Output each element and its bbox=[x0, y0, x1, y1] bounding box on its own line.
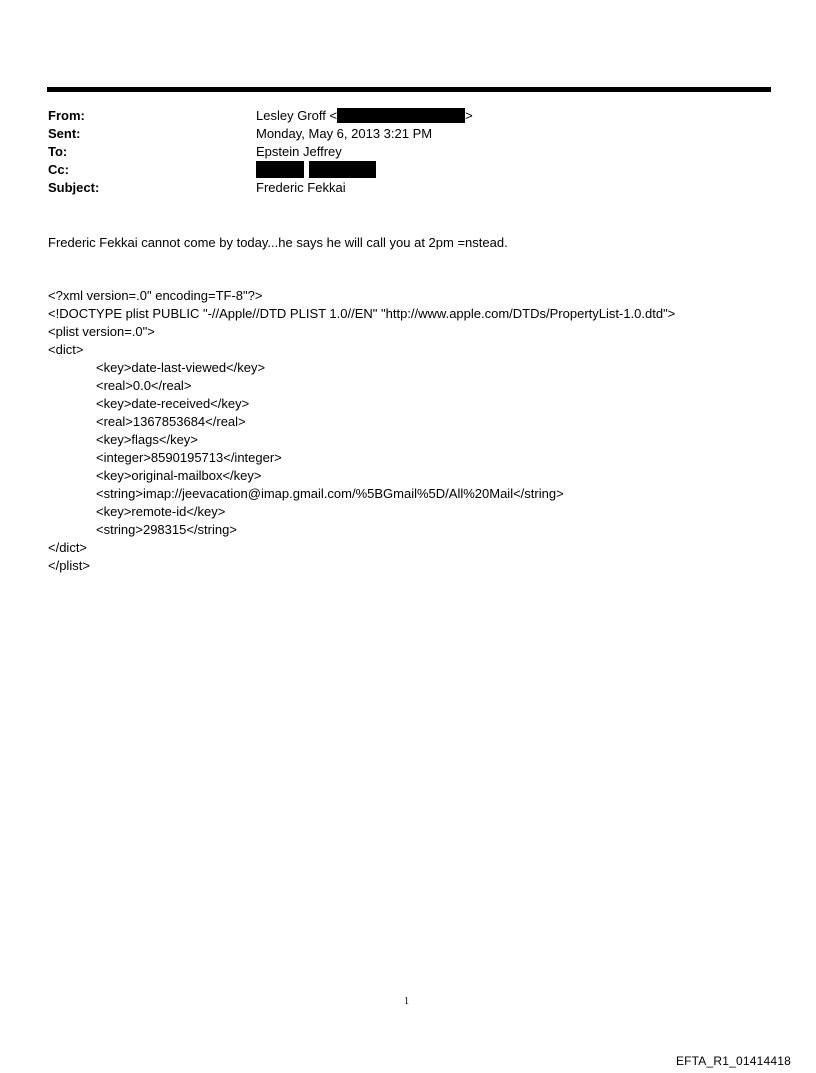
plist-line: <!DOCTYPE plist PUBLIC "-//Apple//DTD PLIST 1.0//EN" "http://www.apple.com/DTDs/PropertyList-1.0.dtd"> bbox=[48, 306, 676, 321]
subject-value: Frederic Fekkai bbox=[256, 180, 346, 195]
plist-line: <string>imap://jeevacation@imap.gmail.com/%5BGmail%5D/All%20Mail</string> bbox=[96, 486, 564, 501]
sent-value: Monday, May 6, 2013 3:21 PM bbox=[256, 126, 433, 141]
redaction-box bbox=[337, 108, 465, 123]
from-close: > bbox=[465, 108, 473, 123]
cc-label: Cc: bbox=[48, 162, 69, 177]
page-number: 1 bbox=[404, 996, 409, 1007]
subject-label: Subject: bbox=[48, 180, 100, 195]
plist-line: <integer>8590195713</integer> bbox=[96, 450, 282, 465]
sent-label: Sent: bbox=[48, 126, 81, 141]
from-name: Lesley Groff < bbox=[256, 108, 338, 123]
plist-line: </dict> bbox=[48, 540, 88, 555]
document-id: EFTA_R1_01414418 bbox=[675, 1054, 791, 1068]
to-value: Epstein Jeffrey bbox=[256, 144, 342, 159]
plist-line: <key>remote-id</key> bbox=[96, 504, 226, 519]
plist-line: <dict> bbox=[48, 342, 84, 357]
plist-line: <?xml version=.0" encoding=TF-8"?> bbox=[48, 288, 263, 303]
message-body: Frederic Fekkai cannot come by today...he says he will call you at 2pm =nstead. bbox=[48, 235, 508, 250]
to-label: To: bbox=[48, 144, 68, 159]
redaction-box bbox=[309, 161, 376, 178]
cc-value bbox=[256, 161, 376, 180]
plist-line: <real>1367853684</real> bbox=[96, 414, 246, 429]
redaction-box bbox=[256, 161, 304, 178]
plist-line: <real>0.0</real> bbox=[96, 378, 192, 393]
from-value bbox=[256, 107, 473, 125]
plist-line: <key>original-mailbox</key> bbox=[96, 468, 262, 483]
plist-line: <key>date-received</key> bbox=[96, 396, 250, 411]
from-label: From: bbox=[48, 108, 85, 123]
plist-line: <key>flags</key> bbox=[96, 432, 198, 447]
plist-line: <key>date-last-viewed</key> bbox=[96, 360, 266, 375]
plist-line: <string>298315</string> bbox=[96, 522, 237, 537]
plist-line: <plist version=.0"> bbox=[48, 324, 155, 339]
header-rule bbox=[47, 87, 771, 92]
plist-line: </plist> bbox=[48, 558, 90, 573]
